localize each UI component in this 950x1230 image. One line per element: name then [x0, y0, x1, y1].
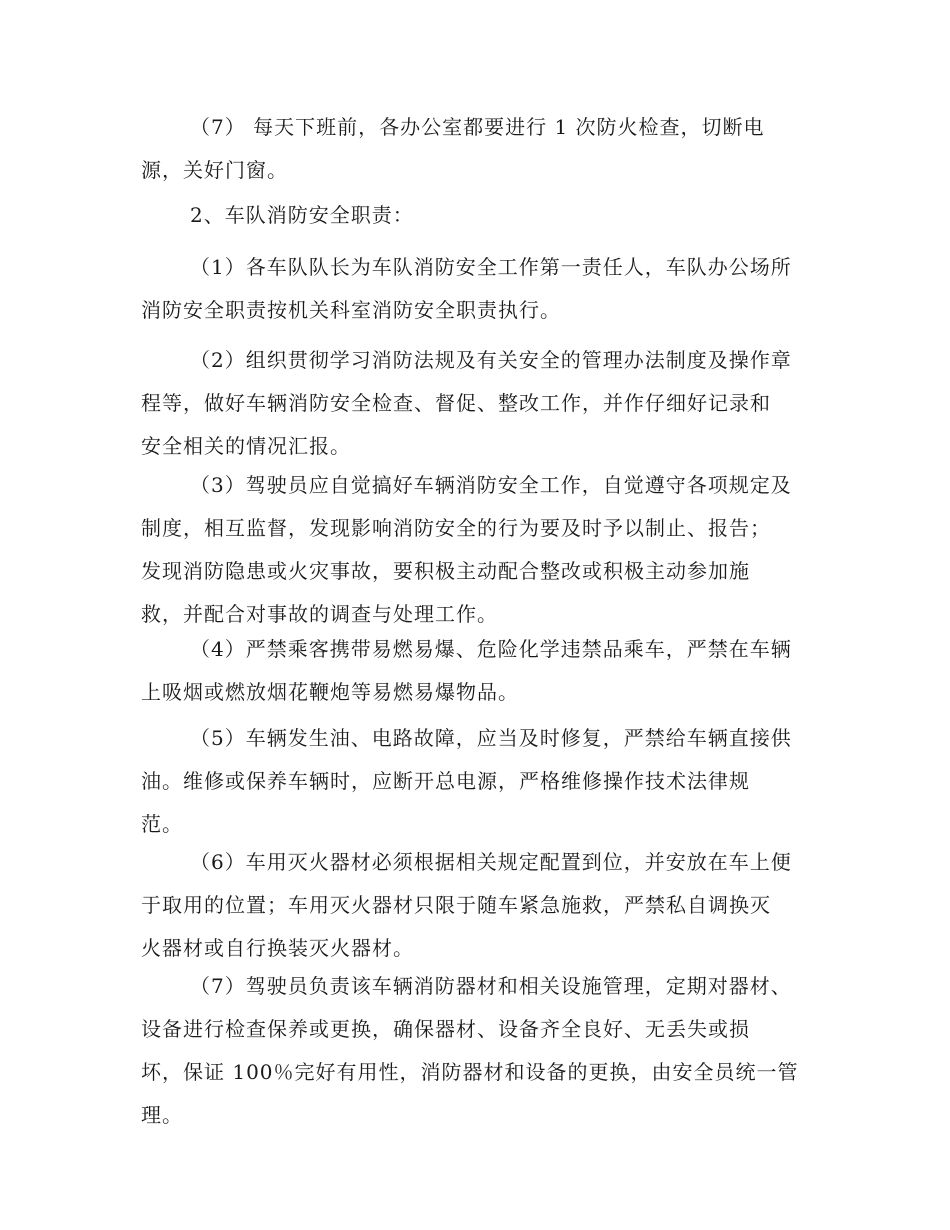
paragraph-line: 消防安全职责按机关科室消防安全职责执行。 — [141, 298, 561, 322]
paragraph-line: （1）各车队队长为车队消防安全工作第一责任人，车队办公场所 — [190, 255, 792, 279]
paragraph-item-3-driver-duties — [141, 464, 811, 636]
paragraph-item-1-team-leader — [141, 246, 811, 332]
paragraph-item-7-office-check — [141, 106, 811, 192]
paragraph-line: 制度，相互监督，发现影响消防安全的行为要及时予以制止、报告； — [141, 516, 771, 540]
paragraph-line: 油。维修或保养车辆时，应断开总电源，严格维修操作技术法律规 — [141, 769, 750, 793]
paragraph-line: 坏，保证 100％完好有用性，消防器材和设备的更换，由安全员统一管 — [141, 1060, 799, 1084]
paragraph-item-4-prohibited-items — [141, 628, 811, 714]
paragraph-line: （7） 每天下班前，各办公室都要进行 1 次防火检查，切断电 — [190, 115, 765, 139]
paragraph-line: （4）严禁乘客携带易燃易爆、危险化学违禁品乘车，严禁在车辆 — [190, 637, 792, 661]
paragraph-line: 上吸烟或燃放烟花鞭炮等易燃易爆物品。 — [141, 680, 519, 704]
paragraph-item-6-extinguisher-placement — [141, 841, 811, 970]
paragraph-line: （3）驾驶员应自觉搞好车辆消防安全工作，自觉遵守各项规定及 — [190, 473, 792, 497]
paragraph-line: 范。 — [141, 812, 183, 836]
paragraph-line: 理。 — [141, 1103, 183, 1127]
paragraph-line: （7）驾驶员负责该车辆消防器材和相关设施管理，定期对器材、 — [190, 974, 792, 998]
paragraph-item-5-vehicle-faults — [141, 717, 811, 846]
section-heading-text: 2、车队消防安全职责： — [190, 203, 414, 227]
section-heading-fleet-fire-safety — [141, 194, 811, 237]
paragraph-line: （6）车用灭火器材必须根据相关规定配置到位，并安放在车上便 — [190, 850, 792, 874]
paragraph-line: （2）组织贯彻学习消防法规及有关安全的管理办法制度及操作章 — [190, 348, 792, 372]
paragraph-line: 发现消防隐患或火灾事故，要积极主动配合整改或积极主动参加施 — [141, 559, 750, 583]
paragraph-line: 源，关好门窗。 — [141, 158, 288, 182]
paragraph-line: 于取用的位置；车用灭火器材只限于随车紧急施救，严禁私自调换灭 — [141, 893, 771, 917]
paragraph-item-2-study-regulations — [141, 339, 811, 468]
paragraph-line: 程等，做好车辆消防安全检查、督促、整改工作，并作仔细好记录和 — [141, 391, 771, 415]
paragraph-line: 救，并配合对事故的调查与处理工作。 — [141, 602, 498, 626]
paragraph-line: （5）车辆发生油、电路故障，应当及时修复，严禁给车辆直接供 — [190, 726, 792, 750]
paragraph-line: 设备进行检查保养或更换，确保器材、设备齐全良好、无丢失或损 — [141, 1017, 750, 1041]
paragraph-line: 火器材或自行换装灭火器材。 — [141, 936, 414, 960]
paragraph-item-7-equipment-management — [141, 965, 811, 1137]
paragraph-line: 安全相关的情况汇报。 — [141, 434, 351, 458]
